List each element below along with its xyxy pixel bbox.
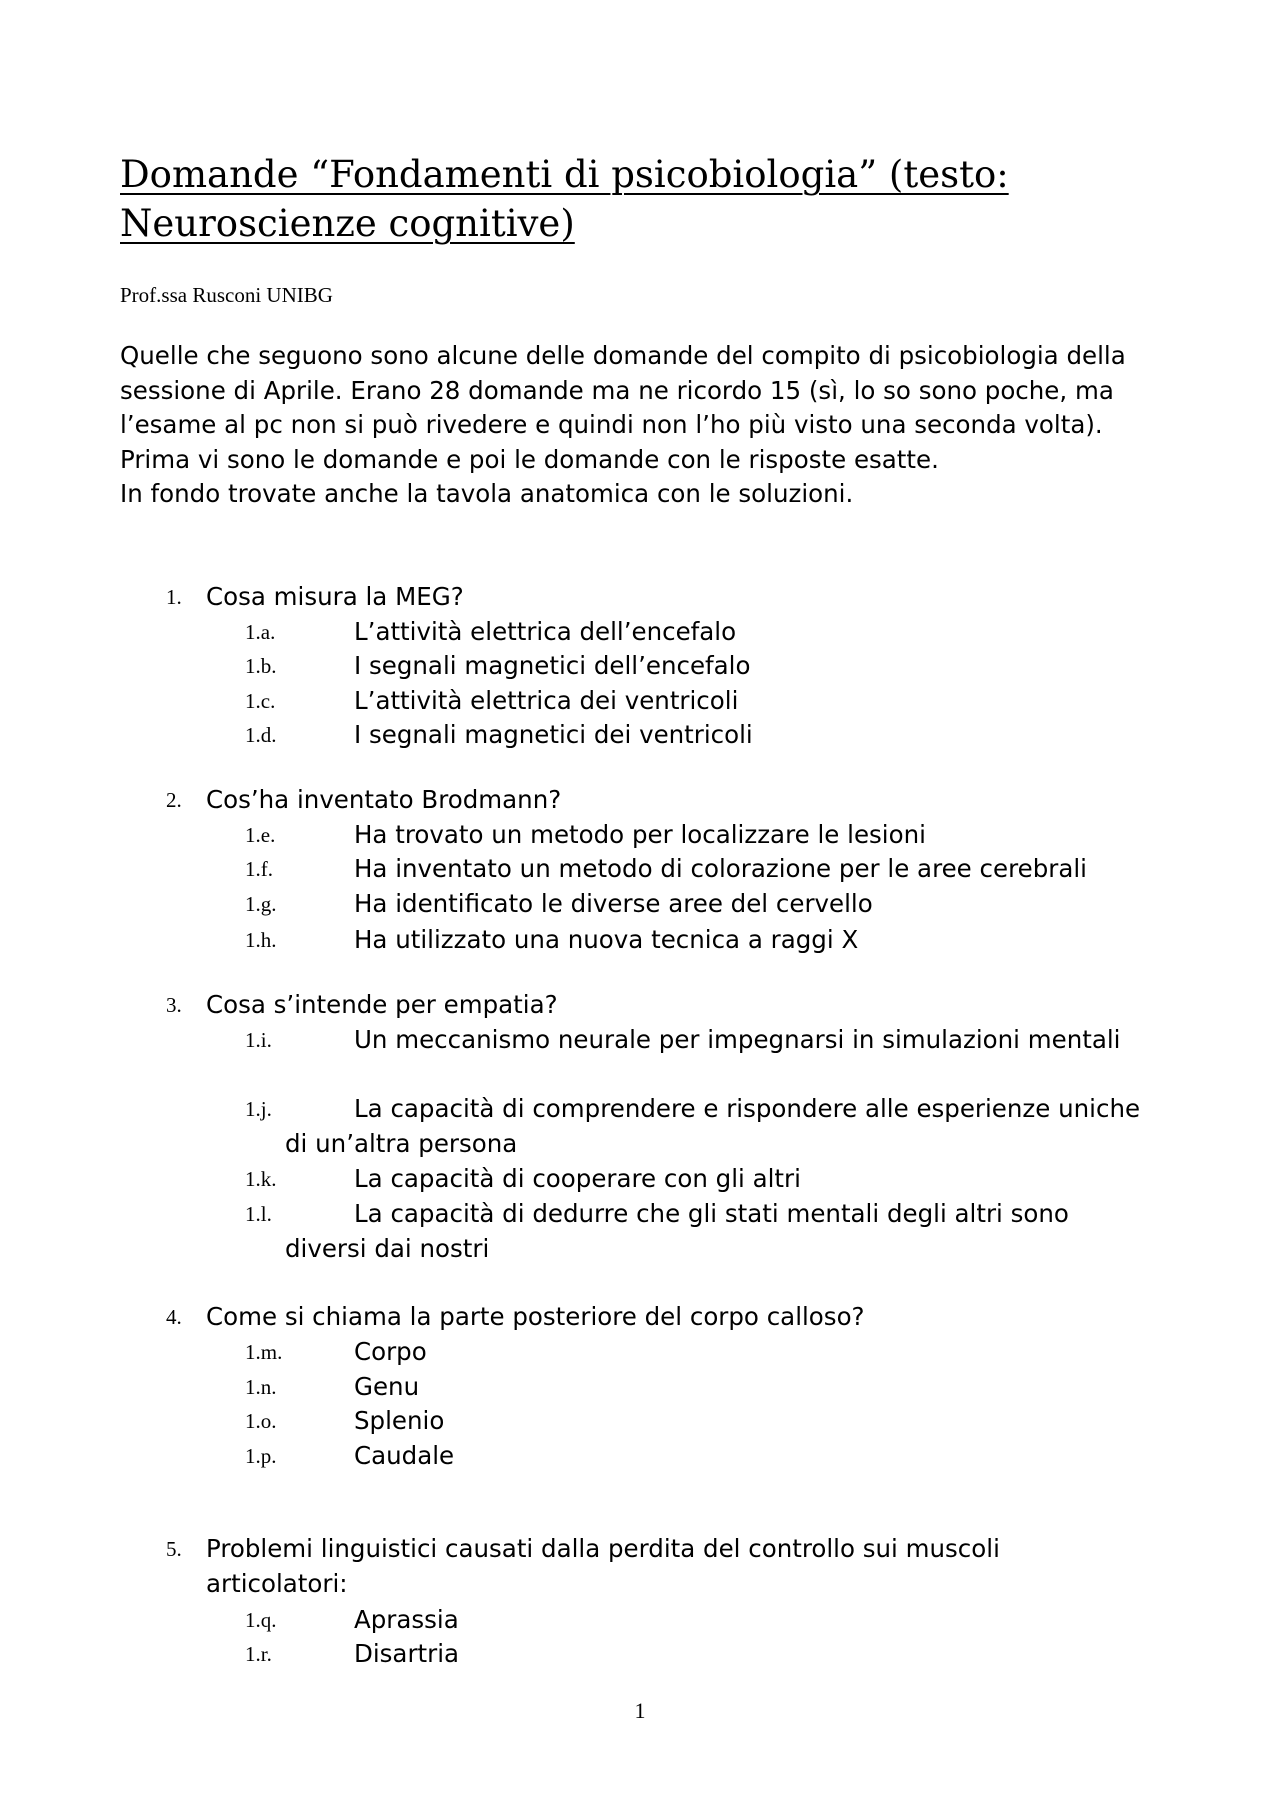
option-text: Disartria — [354, 1639, 460, 1668]
question-text: Cosa misura la MEG? — [206, 582, 464, 611]
intro-paragraph: Prima vi sono le domande e poi le domande con le risposte esatte. — [120, 444, 939, 474]
page-number: 1 — [634, 1698, 646, 1723]
option-label: 1.g. — [245, 892, 277, 916]
option-text: Ha utilizzato una nuova tecnica a raggi X — [354, 925, 859, 954]
question-text: Come si chiama la parte posteriore del corpo calloso? — [206, 1302, 865, 1331]
option-text: La capacità di dedurre che gli stati mentali degli altri sono diversi dai nostri — [285, 1199, 1069, 1263]
question-number: 4. — [166, 1305, 182, 1329]
option-label: 1.j. — [245, 1097, 272, 1121]
option-text: Ha trovato un metodo per localizzare le lesioni — [354, 820, 926, 849]
option-label: 1.o. — [245, 1409, 277, 1433]
document-subtitle: Prof.ssa Rusconi UNIBG — [120, 283, 333, 307]
option-label: 1.q. — [245, 1608, 277, 1632]
option-text: La capacità di comprendere e rispondere alle esperienze uniche di un’altra persona — [285, 1094, 1141, 1158]
option-text: Aprassia — [354, 1605, 459, 1634]
question-text: Cos’ha inventato Brodmann? — [206, 785, 562, 814]
question-number: 5. — [166, 1537, 182, 1561]
option-label: 1.k. — [245, 1167, 277, 1191]
option-text: Ha identificato le diverse aree del cervello — [354, 889, 873, 918]
option-label: 1.a. — [245, 620, 276, 644]
option-text: Caudale — [354, 1441, 455, 1470]
intro-paragraph: Quelle che seguono sono alcune delle domande del compito di psicobiologia della sessione di Aprile. Erano 28 domande ma ne ricordo 15 (sì, lo so sono poche, ma l’esame al pc non si può rivedere e quindi non l’ho più visto una seconda volta). — [120, 341, 1126, 439]
option-text: L’attività elettrica dell’encefalo — [354, 617, 737, 646]
option-label: 1.c. — [245, 689, 276, 713]
option-text: L’attività elettrica dei ventricoli — [354, 686, 739, 715]
option-label: 1.b. — [245, 654, 277, 678]
option-label: 1.n. — [245, 1375, 277, 1399]
option-label: 1.i. — [245, 1028, 272, 1052]
option-text: Splenio — [354, 1406, 445, 1435]
option-text: I segnali magnetici dell’encefalo — [354, 651, 751, 680]
option-label: 1.p. — [245, 1444, 277, 1468]
option-text: Ha inventato un metodo di colorazione per le aree cerebrali — [354, 854, 1087, 883]
option-label: 1.r. — [245, 1642, 272, 1666]
question-number: 1. — [166, 585, 182, 609]
option-label: 1.m. — [245, 1340, 283, 1364]
option-label: 1.h. — [245, 928, 277, 952]
option-label: 1.f. — [245, 857, 273, 881]
option-label: 1.d. — [245, 723, 277, 747]
option-text: I segnali magnetici dei ventricoli — [354, 720, 753, 749]
option-text: Un meccanismo neurale per impegnarsi in simulazioni mentali — [354, 1025, 1121, 1054]
question-number: 2. — [166, 788, 182, 812]
intro-paragraph: In fondo trovate anche la tavola anatomica con le soluzioni. — [120, 479, 854, 508]
option-text: Corpo — [354, 1337, 427, 1366]
option-label: 1.e. — [245, 823, 276, 847]
option-text: La capacità di cooperare con gli altri — [354, 1164, 801, 1193]
option-text: Genu — [354, 1372, 420, 1401]
option-label: 1.l. — [245, 1202, 272, 1226]
question-text: Cosa s’intende per empatia? — [206, 990, 558, 1019]
question-number: 3. — [166, 993, 182, 1017]
question-text: Problemi linguistici causati dalla perdita del controllo sui muscoli articolatori: — [206, 1534, 1000, 1598]
intro-text — [120, 339, 1140, 512]
document-title: Domande “Fondamenti di psicobiologia” (testo: Neuroscienze cognitive) — [120, 153, 1009, 245]
